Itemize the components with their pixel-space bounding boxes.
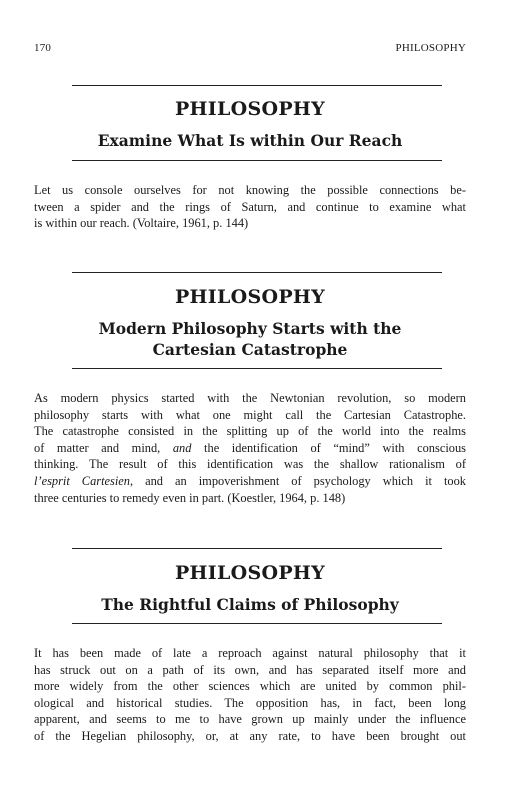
section-1-top-rule (72, 85, 442, 86)
text-line: It has been made of late a reproach against natural philosophy that it (34, 646, 466, 660)
section-1-subtitle (34, 130, 466, 151)
section-3-title: PHILOSOPHY (174, 562, 326, 584)
section-1-bottom-rule (72, 160, 442, 161)
text-line: three centuries to remedy even in part. (Koestler, 1964, p. 148) (34, 490, 346, 505)
section-3-subtitle (34, 594, 466, 615)
text-line: thinking. The result of this identification was the shallow rationalism of (34, 457, 466, 472)
italic-and: and (172, 440, 192, 455)
text-line (34, 440, 466, 457)
text-line: apparent, and seems to me to have grown up mainly under the influence (34, 712, 466, 727)
section-2-title: PHILOSOPHY (174, 286, 326, 308)
section-2-subtitle-line: Modern Philosophy Starts with the (98, 319, 402, 338)
section-2-subtitle-line: Cartesian Catastrophe (152, 340, 348, 359)
section-2-bottom-rule (72, 368, 442, 369)
section-1-title: PHILOSOPHY (174, 98, 326, 120)
text-line: The catastrophe consisted in the splitting up of the world into the realms (34, 424, 466, 439)
text-fragment: the identification of “mind” with conscious (191, 440, 466, 455)
text-line: more widely from the other sciences which are united by common phil- (34, 679, 466, 694)
section-2-quote (34, 390, 466, 506)
text-line: of the Hegelian philosophy, or, at any rate, to have been brought out (34, 728, 466, 743)
text-line: tween a spider and the rings of Saturn, and continue to examine what (34, 199, 466, 214)
section-2-top-rule (72, 272, 442, 273)
running-header (34, 42, 466, 54)
section-1-quote (34, 182, 466, 232)
text-line: ological and historical studies. The opposition has, in fact, been long (34, 695, 466, 710)
text-line (34, 473, 466, 490)
text-line: is within our reach. (Voltaire, 1961, p. 144) (34, 216, 249, 231)
running-title: PHILOSOPHY (395, 42, 466, 54)
text-fragment: of matter and mind, (34, 440, 173, 455)
text-line: has struck out on a path of its own, and has separated itself more and (34, 662, 466, 677)
section-2-subtitle (34, 318, 466, 360)
section-1-subtitle-line: Examine What Is within Our Reach (97, 131, 403, 150)
section-3-top-rule (72, 548, 442, 549)
section-3-subtitle-line: The Rightful Claims of Philosophy (101, 595, 399, 614)
text-line: philosophy starts with what one might call the Cartesian Catastrophe. (34, 407, 466, 422)
section-3-quote (34, 645, 466, 745)
italic-esprit-cartesien: l’esprit Cartesien (34, 473, 130, 488)
section-3-bottom-rule (72, 623, 442, 624)
text-line: Let us console ourselves for not knowing the possible connections be- (34, 183, 466, 197)
text-line: As modern physics started with the Newtonian revolution, so modern (34, 391, 466, 405)
text-fragment: , and an impoverishment of psychology which it took (130, 473, 466, 488)
page-number: 170 (34, 42, 52, 54)
